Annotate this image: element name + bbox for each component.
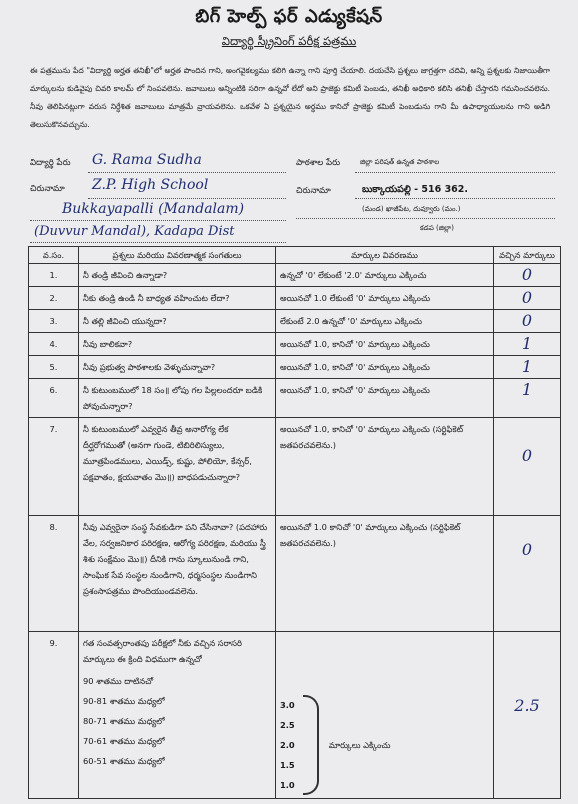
student-name-label: విద్యార్థి పేరు (30, 158, 71, 168)
address-line-3[interactable]: (Duvvur Mandal), Kadapa Dist (34, 224, 235, 239)
grade-intro: గత సంవత్సరాంతపు పరీక్షలో నీకు వచ్చిన సరాసరి మార్కులు ఈ క్రింది విధముగా ఉన్నచో (83, 638, 242, 664)
school-name-line (355, 172, 555, 173)
row-score[interactable]: 1 (494, 379, 561, 418)
table-header-row (29, 247, 561, 264)
row-number: 5. (29, 356, 79, 379)
grade-band (83, 671, 271, 691)
grade-band (83, 691, 271, 711)
school-address-line-3[interactable]: కడప (జిల్లా) (420, 224, 454, 232)
row-number: 8. (29, 516, 79, 632)
grade-band-label: 90-81 శాతము మధ్యలో (83, 696, 165, 706)
row-question: నీకు తండ్రి ఉండి నీ బాధ్యత వహించుట లేదా? (79, 287, 276, 310)
table-row (29, 379, 561, 418)
instructions-paragraph: ఈ పత్రమును పేద "విద్యార్థి అర్హత తనిఖీ"లో అర్హత పొందిన గాని, అంగవైకల్యము కలిగి ఉన్నా గాని పూర్తి చేయాలి. దయచేసి ప్రశ్నలు జాగ్రత్తగా చదివి, అన్ని ప్రశ్నలకు నిజాయితీగా మార్కులను కుడివైపు చివరి కాలమ్ లో నింపవలెను. జవాబులు అన్నింటికి సరిగా ఉన్నవో లేదో అని ప్రాజెక్టు కమిటీ పెంబడు, తనిఖీ అధికారి కలిసి తనిఖీ చేస్తారని గమనించవలెను. నీవు తెలిపినట్లుగా వరుస నిర్ధేశిత జవాబులు మాత్రమే వ్రాయవలెను. ఒకవేళ ఏ ప్రశ్నయైన అర్థము కానిచో ప్రాజెక్టు కమిటీ పెంబడును గాని మీ ఉపాధ్యాయులను గాని అడిగి తెలుసుకొనవచ్చును. (30, 66, 550, 129)
header-question: ప్రశ్నలు మరియు వివరణాత్మక సంగతులు (79, 247, 276, 264)
row-number: 1. (29, 264, 79, 287)
row-question: నీవు బాలికవా? (79, 333, 276, 356)
address-line-1-rule (88, 198, 286, 199)
school-name-value[interactable]: జిల్లా పరిషత్ ఉన్నత పాఠశాల (360, 158, 440, 166)
row-question: నీ తల్లి జీవించి యున్నదా? (79, 310, 276, 333)
row-score[interactable]: 0 (494, 310, 561, 333)
screening-table (28, 246, 561, 799)
row-score[interactable]: 0 (494, 516, 561, 632)
grade-mark: 1.5 (280, 760, 295, 770)
table-row (29, 632, 561, 799)
grade-mark: 1.0 (280, 780, 295, 790)
grade-band-label: 90 శాతము దాటినచో (83, 676, 154, 686)
grade-band (83, 711, 271, 731)
row-number: 2. (29, 287, 79, 310)
table-row (29, 287, 561, 310)
school-name-label: పాఠశాల పేరు (296, 158, 341, 168)
page-title: బిగ్ హెల్ప్ ఫర్ ఎడ్యుకేషన్ (195, 6, 383, 27)
row-marks-rule: అయినచో 1.0 లేకుంటే '0' మార్కులు ఎక్కించు (276, 287, 494, 310)
grade-band (83, 751, 271, 771)
address-line-2-rule (30, 220, 286, 221)
address-line-1[interactable]: Z.P. High School (92, 177, 209, 193)
grade-marks-note: మార్కులు ఎక్కించు (328, 740, 391, 750)
row-marks-rule: ఉన్నచో '0' లేకుంటే '2.0' మార్కులు ఎక్కించు (276, 264, 494, 287)
address-line-2[interactable]: Bukkayapalli (Mandalam) (62, 201, 245, 217)
grade-mark: 2.5 (280, 720, 295, 730)
row-score[interactable]: 0 (494, 418, 561, 516)
row-question: నీ కుటుంబములో ఎవ్వరైన తీవ్ర అనారోగ్య లేక దీర్ఘరోగముతో (అనగా గుండె, టిబిరిలిస్యులు, మూత్రపిండములు, ఎయిడ్స్, కుష్టు, పోలియో, కేన్సర్, పక్షవాతం, క్షయవాతం మొ॥) బాధపడుచున్నారా? (79, 418, 276, 516)
student-name-value[interactable]: G. Rama Sudha (92, 152, 202, 168)
grade-mark: 3.0 (280, 700, 295, 710)
address-line-3-rule (30, 242, 286, 243)
row-score[interactable]: 1 (494, 333, 561, 356)
row-marks-rule: అయినచో 1.0, కానిచో '0' మార్కులు ఎక్కించు (276, 333, 494, 356)
row-question: నీ తండ్రి జీవించి ఉన్నాడా? (79, 264, 276, 287)
student-name-line (88, 172, 286, 173)
grade-band (83, 731, 271, 751)
page-subtitle: విద్యార్థి స్క్రీనింగ్ పరీక్ష పత్రము (221, 34, 357, 48)
school-address-line-2-rule (296, 218, 555, 219)
row-question (79, 632, 276, 799)
row-score[interactable]: 1 (494, 356, 561, 379)
table-row (29, 418, 561, 516)
row-question: నీ కుటుంబములో 18 సం॥ లోపు గల పిల్లలందరూ బడికి పోవుచున్నారా? (79, 379, 276, 418)
grade-band-label: 80-71 శాతము మధ్యలో (83, 716, 165, 726)
row-number: 4. (29, 333, 79, 356)
row-question: నీవు ప్రభుత్వ పాఠశాలకు వెళ్ళుచున్నావా? (79, 356, 276, 379)
row-score[interactable]: 2.5 (494, 632, 561, 799)
school-address-line-2[interactable]: (మండ) ఖాజీపేట, దువ్వూరు (మం.) (362, 205, 461, 213)
table-row (29, 264, 561, 287)
grade-band-label: 70-61 శాతము మధ్యలో (83, 736, 165, 746)
header-marks-desc: మార్కుల వివరణము (276, 247, 494, 264)
header-serial: వ.సం. (29, 247, 79, 264)
table-row (29, 310, 561, 333)
school-address-line-1-rule (355, 198, 555, 199)
grade-mark: 2.0 (280, 740, 295, 750)
grade-brace (303, 695, 319, 795)
row-marks-rule: అయినచో 1.0, కానిచో '0' మార్కులు ఎక్కించు (సర్టిఫికెట్ జతపరచవలెను.) (276, 418, 494, 516)
table-row (29, 333, 561, 356)
row-marks-rule: అయినచో 1.0, కానిచో '0' మార్కులు ఎక్కించు (276, 356, 494, 379)
grade-marks-list (280, 695, 295, 795)
row-marks-rule: అయినచో 1.0 కానిచో '0' మార్కులు ఎక్కించు (సర్టిఫికెట్ జతపరచవలెను.) (276, 516, 494, 632)
header-score: వచ్చిన మార్కులు (494, 247, 561, 264)
grade-band-label: 60-51 శాతము మధ్యలో (83, 756, 165, 766)
table-row (29, 356, 561, 379)
row-score[interactable]: 0 (494, 287, 561, 310)
row-marks-rule: అయినచో 1.0, కానిచో '0' మార్కులు ఎక్కించు (276, 379, 494, 418)
row-number: 9. (29, 632, 79, 799)
row-number: 7. (29, 418, 79, 516)
table-row (29, 516, 561, 632)
school-address-label: చిరునామా (296, 186, 331, 196)
address-label: చిరునామా (30, 184, 65, 194)
row-question: నీవు ఎవ్వరైనా సంస్థ సేవకుడిగా పని చేసినావా? (పదహారు వేల, సర్వజనికార పరిరక్షణ, ఆరోగ్య పరిరక్షణ, మరియు స్త్రీ శిశు సంక్షేమం మొ॥) దీనికి గాను స్కూలునుండి గాని, సాంఘిక సేవ సంస్థల నుండిగాని, ధర్మసంస్థల నుండిగాని ప్రశంసాపత్రము పొందియుండవలెను. (79, 516, 276, 632)
school-address-line-1[interactable]: బుక్కాయపల్లి - 516 362. (362, 184, 469, 195)
row-number: 6. (29, 379, 79, 418)
row-marks-rule: లేకుంటే 2.0 ఉన్నచో '0' మార్కులు ఎక్కించు (276, 310, 494, 333)
row-marks-rule (276, 632, 494, 799)
row-score[interactable]: 0 (494, 264, 561, 287)
row-number: 3. (29, 310, 79, 333)
